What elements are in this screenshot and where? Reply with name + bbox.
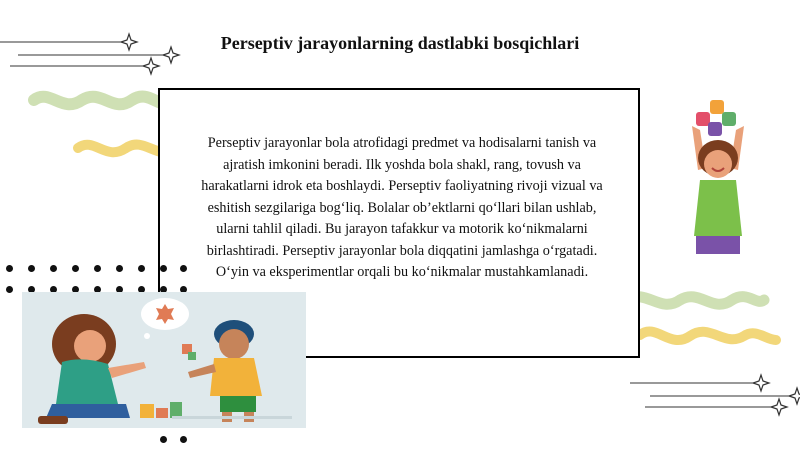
wave-yellow-right [640, 331, 776, 340]
slide-title: Perseptiv jarayonlarning dastlabki bosqichlari [220, 33, 580, 53]
children-playing-illustration [22, 292, 306, 428]
slide-paragraph: Perseptiv jarayonlar bola atrofidagi predmet va hodisalarni tanish va ajratish imkonini beradi. Ilk yoshda bola shakl, rang, tovush va harakatlarni idrok eta boshlaydi. Perseptiv faoliyatning rivoji vizual va eshitish sezgilariga bog‘liq. Bolalar ob’ektlarni qo‘llari bilan ushlab, ularni tahlil qiladi. Bu jarayon tafakkur va motorik ko‘nikmalarni birlashtiradi. Perseptiv jarayonlar bola diqqatini jamlashga o‘rgatadi. O‘yin va eksperimentlar orqali bu ko‘nikmalar mustahkamlanadi. [201, 135, 603, 280]
sparkle-lines-bottom-right [630, 383, 800, 407]
girl-with-puzzle-illustration [686, 96, 750, 258]
wave-green-right [628, 297, 764, 305]
sparkle-icon [753, 375, 800, 415]
wave-green-left [34, 97, 176, 105]
